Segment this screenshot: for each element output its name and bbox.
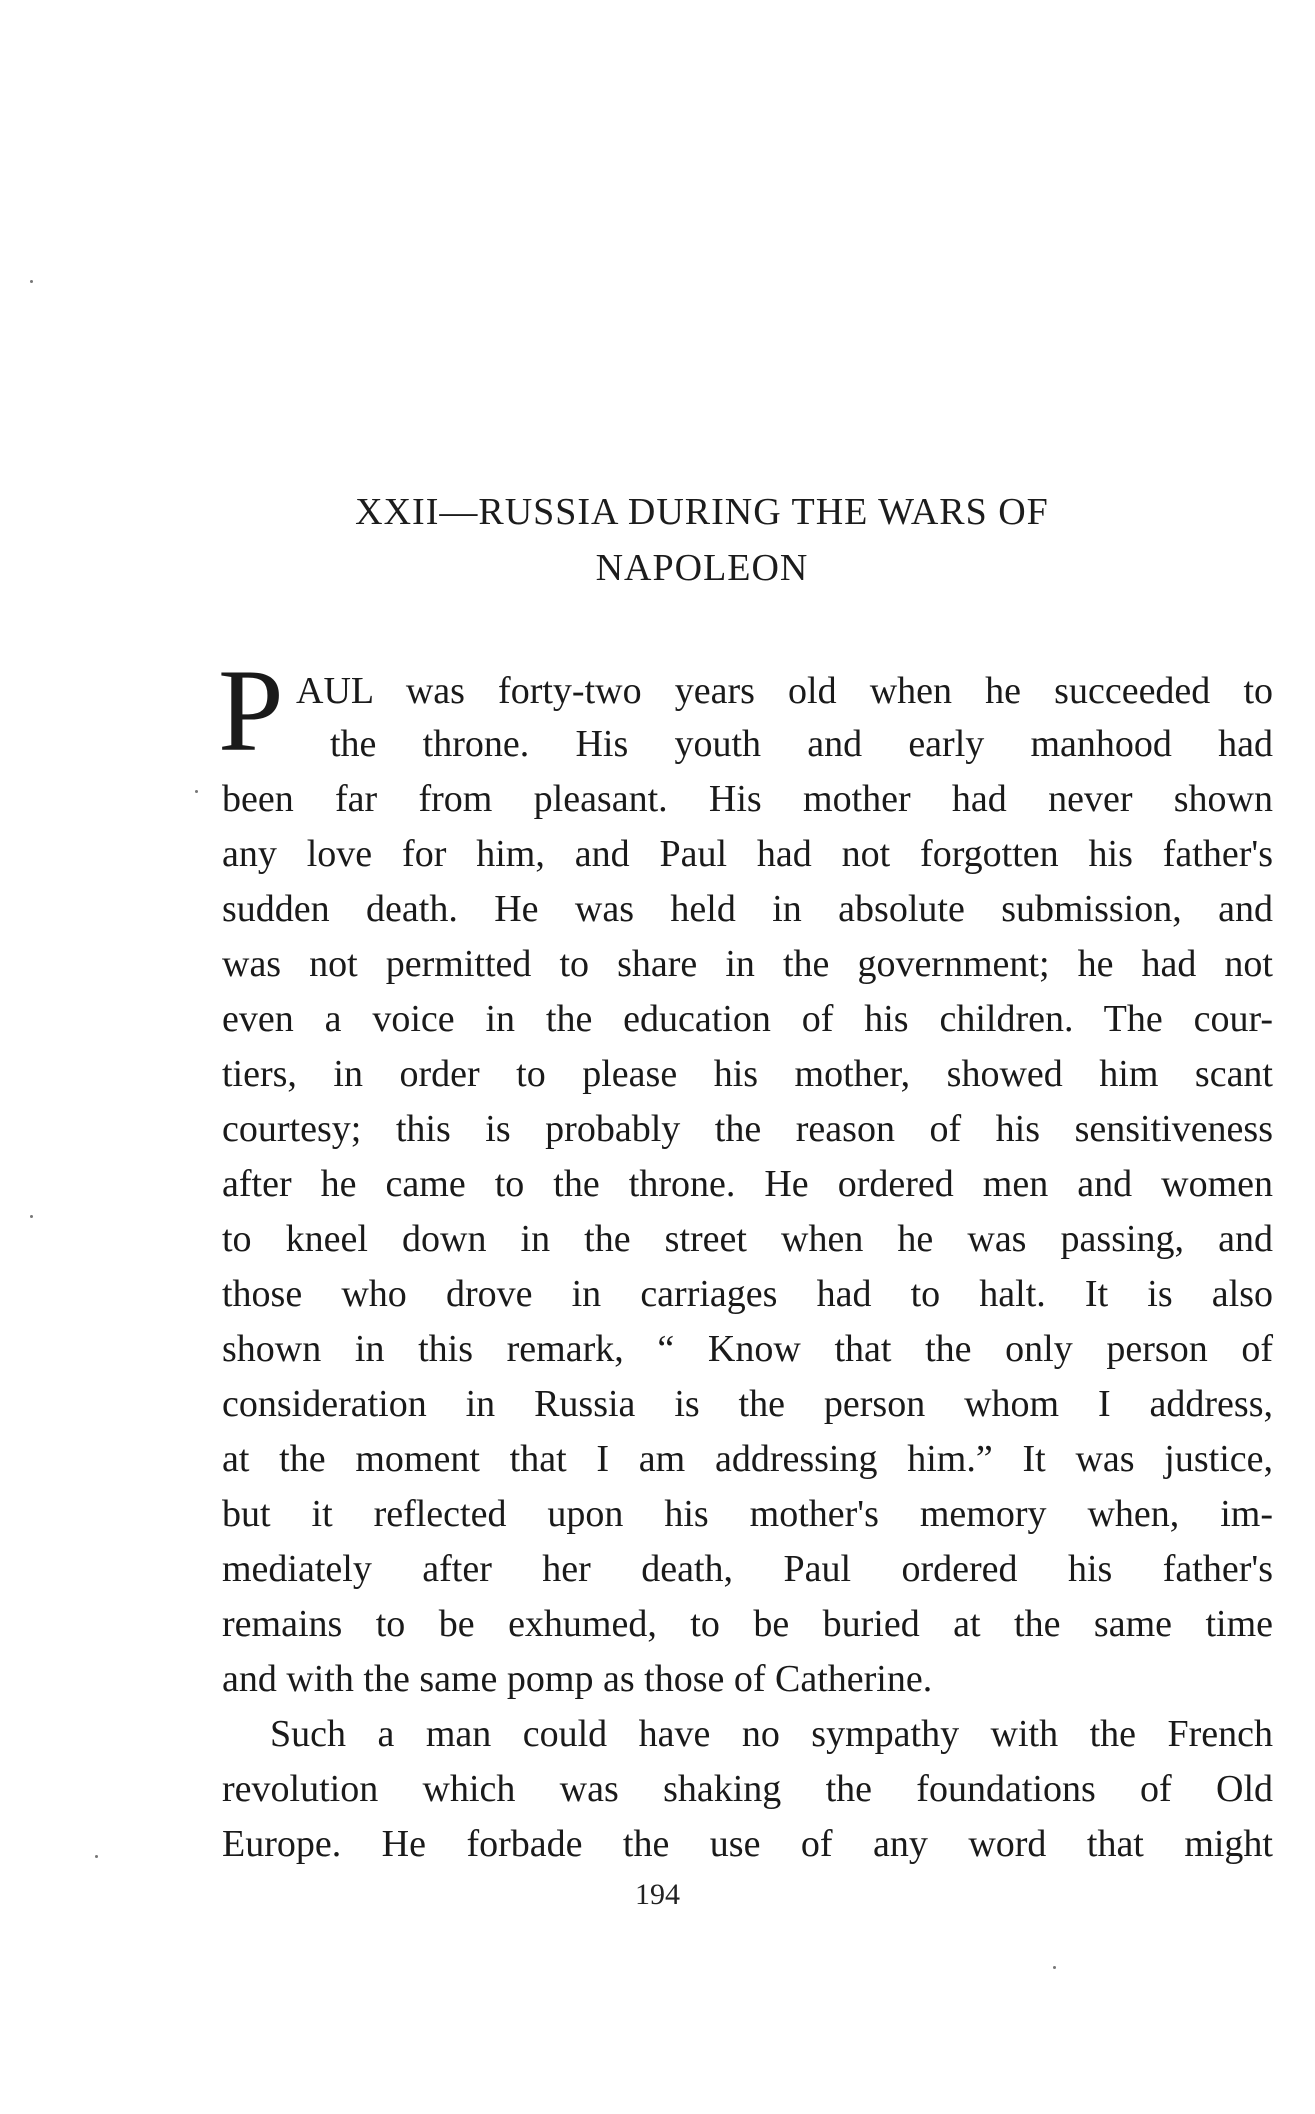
text-line: but it reflected upon his mother's memory when, im- [222, 1493, 1273, 1535]
text-line: the throne. His youth and early manhood had [330, 723, 1273, 765]
text-line: been far from pleasant. His mother had never shown [222, 778, 1273, 820]
text-line: at the moment that I am addressing him.” It was justice, [222, 1438, 1273, 1480]
text-line: Such a man could have no sympathy with the French [270, 1713, 1273, 1755]
chapter-title-line-1: XXII—RUSSIA DURING THE WARS OF [355, 491, 1049, 533]
paper-speck [30, 280, 33, 283]
drop-cap-letter: P [218, 645, 284, 776]
text-line: to kneel down in the street when he was passing, and [222, 1218, 1273, 1260]
text-line: consideration in Russia is the person whom I address, [222, 1383, 1273, 1425]
text-line: mediately after her death, Paul ordered his father's [222, 1548, 1273, 1590]
page-number: 194 [635, 1878, 680, 1911]
text-line: and with the same pomp as those of Catherine. [222, 1658, 933, 1700]
text-line: courtesy; this is probably the reason of his sensitiveness [222, 1108, 1273, 1150]
text-line: tiers, in order to please his mother, showed him scant [222, 1053, 1273, 1095]
text-line: those who drove in carriages had to halt. It is also [222, 1273, 1273, 1315]
paper-speck [1053, 1966, 1056, 1969]
paper-speck [30, 1215, 33, 1218]
text-line: after he came to the throne. He ordered men and women [222, 1163, 1273, 1205]
text-line: any love for him, and Paul had not forgotten his father's [222, 833, 1273, 875]
text-line: AUL was forty-two years old when he succeeded to [296, 670, 1273, 712]
text-line: Europe. He forbade the use of any word that might [222, 1823, 1273, 1865]
text-line: remains to be exhumed, to be buried at the same time [222, 1603, 1273, 1645]
chapter-title-line-2: NAPOLEON [595, 547, 809, 589]
paper-speck [195, 790, 198, 793]
text-line: even a voice in the education of his children. The cour- [222, 998, 1273, 1040]
text-line: sudden death. He was held in absolute submission, and [222, 888, 1273, 930]
text-line: was not permitted to share in the government; he had not [222, 943, 1273, 985]
paper-speck [95, 1855, 98, 1858]
text-line: revolution which was shaking the foundations of Old [222, 1768, 1273, 1810]
text-line: shown in this remark, “ Know that the only person of [222, 1328, 1273, 1370]
